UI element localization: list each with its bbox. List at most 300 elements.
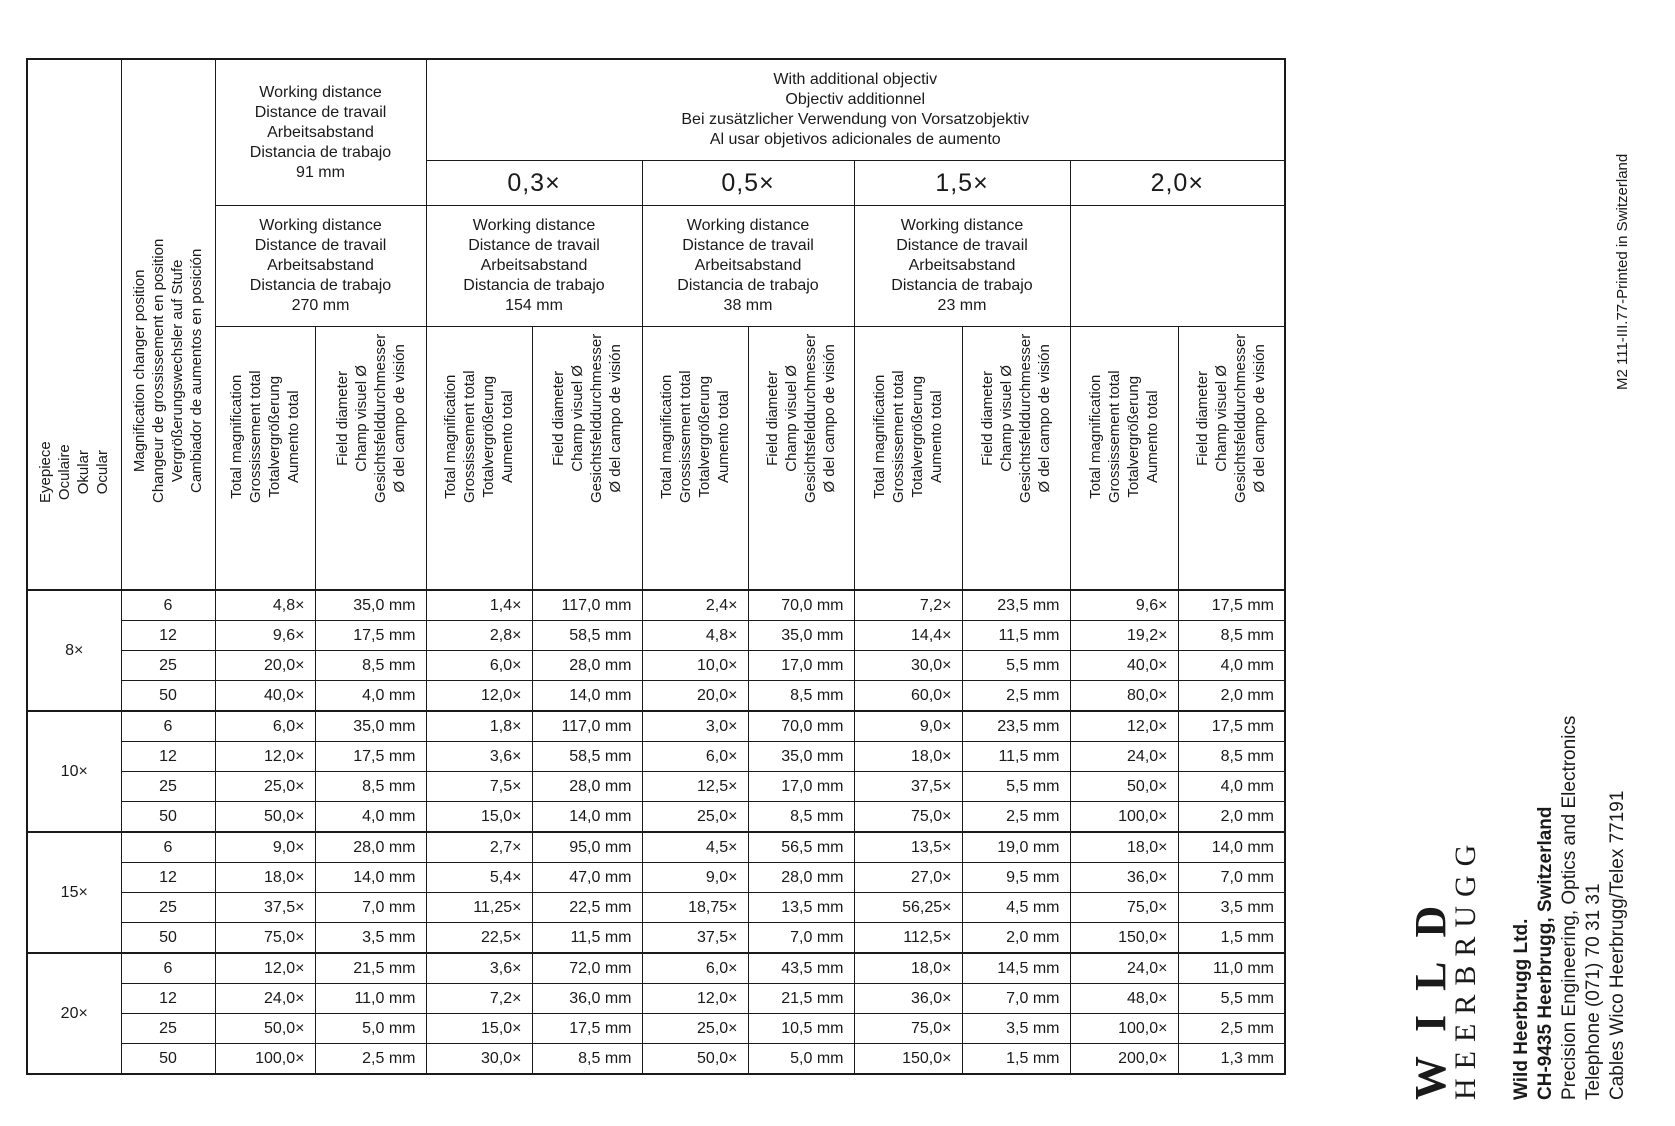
company-line-3: Cables Wico Heerbrugg/Telex 77191 <box>1607 790 1628 1100</box>
table-row <box>27 923 1285 954</box>
field-diameter-cell: 70,0 mm <box>748 590 854 621</box>
field-diameter-header-line-2: Champ visuel Ø <box>1213 365 1231 472</box>
working-distance-line-4: Distancia de trabajo <box>891 277 1033 294</box>
field-diameter-cell: 7,0 mm <box>748 923 854 954</box>
changer-position-cell: 12 <box>121 621 215 651</box>
objective-mag-header: 2,0× <box>1070 161 1285 206</box>
total-magnification-cell: 50,0× <box>215 802 315 833</box>
total-magnification-cell: 18,0× <box>854 742 962 772</box>
field-diameter-cell: 2,5 mm <box>315 1044 426 1075</box>
field-diameter-cell: 35,0 mm <box>315 711 426 742</box>
total-magnification-cell: 18,0× <box>1070 832 1178 863</box>
table-row <box>27 893 1285 923</box>
total-magnification-cell: 9,0× <box>854 711 962 742</box>
working-distance-line-2: Distance de travail <box>468 237 600 254</box>
table-row <box>27 1044 1285 1075</box>
changer-header-line-4: Cambiador de aumentos en posición <box>188 248 205 493</box>
total-magnification-cell: 200,0× <box>1070 1044 1178 1075</box>
total-magnification-cell: 7,5× <box>426 772 532 802</box>
table-row <box>27 711 1285 742</box>
field-diameter-cell: 1,3 mm <box>1178 1044 1285 1075</box>
changer-position-cell: 50 <box>121 802 215 833</box>
total-magnification-header <box>854 327 962 591</box>
field-diameter-header-text <box>1193 334 1269 503</box>
total-magnification-cell: 150,0× <box>1070 923 1178 954</box>
field-diameter-cell: 1,5 mm <box>1178 923 1285 954</box>
field-diameter-cell: 17,0 mm <box>748 651 854 681</box>
additional-objective-line-3: Bei zusätzlicher Verwendung von Vorsatzobjektiv <box>681 111 1030 128</box>
changer-position-cell: 50 <box>121 1044 215 1075</box>
table-row <box>27 742 1285 772</box>
field-diameter-cell: 8,5 mm <box>532 1044 642 1075</box>
working-distance-line-3: Arbeitsabstand <box>267 257 374 274</box>
total-magnification-cell: 12,0× <box>215 953 315 984</box>
working-distance-line-5: 270 mm <box>291 297 350 314</box>
working-distance-line-4: Distancia de trabajo <box>249 143 392 161</box>
total-magnification-header <box>215 327 315 591</box>
total-magnification-cell: 36,0× <box>854 984 962 1014</box>
field-diameter-header-text <box>763 334 839 503</box>
total-magnification-cell: 4,5× <box>642 832 748 863</box>
table-row <box>27 590 1285 621</box>
field-diameter-header-text <box>333 334 409 503</box>
total-magnification-cell: 7,2× <box>854 590 962 621</box>
field-diameter-cell: 95,0 mm <box>532 832 642 863</box>
field-diameter-header-line-3: Gesichtsfelddurchmesser <box>802 333 819 503</box>
field-diameter-cell: 7,0 mm <box>962 984 1070 1014</box>
field-diameter-cell: 8,5 mm <box>315 772 426 802</box>
changer-position-cell: 12 <box>121 742 215 772</box>
logo-wordmark <box>1406 700 1455 1100</box>
working-distance-line-4: Distancia de trabajo <box>249 277 392 294</box>
working-distance-line-1: Working distance <box>472 217 596 234</box>
changer-header-line-3: Vergrößerungswechsler auf Stufe <box>169 259 186 483</box>
total-magnification-header-line-4: Aumento total <box>285 390 302 484</box>
field-diameter-cell: 17,5 mm <box>1178 590 1285 621</box>
field-diameter-cell: 17,5 mm <box>315 621 426 651</box>
table-row <box>27 802 1285 833</box>
wild-heerbrugg-logo <box>1406 700 1482 1100</box>
field-diameter-cell: 56,5 mm <box>748 832 854 863</box>
total-magnification-cell: 48,0× <box>1070 984 1178 1014</box>
total-magnification-cell: 25,0× <box>642 1014 748 1044</box>
field-diameter-cell: 43,5 mm <box>748 953 854 984</box>
total-magnification-cell: 12,0× <box>426 681 532 712</box>
total-magnification-cell: 2,7× <box>426 832 532 863</box>
field-diameter-cell: 5,0 mm <box>315 1014 426 1044</box>
total-magnification-cell: 24,0× <box>1070 742 1178 772</box>
total-magnification-header <box>1070 327 1178 591</box>
total-magnification-cell: 3,6× <box>426 953 532 984</box>
total-magnification-header-line-3: Totalvergrößerung <box>1125 375 1142 498</box>
eyepiece-header-line-2: Oculaire <box>56 444 74 501</box>
additional-objective-line-2: Objectiv additionnel <box>785 91 926 108</box>
field-diameter-cell: 58,5 mm <box>532 742 642 772</box>
field-diameter-cell: 8,5 mm <box>748 802 854 833</box>
eyepiece-header-text <box>36 441 112 503</box>
changer-position-cell: 6 <box>121 711 215 742</box>
total-magnification-cell: 3,0× <box>642 711 748 742</box>
working-distance-line-2: Distance de travail <box>682 237 814 254</box>
total-magnification-header-line-1: Total magnification <box>658 374 675 499</box>
base-working-distance-header <box>215 59 426 206</box>
total-magnification-header-text <box>1086 370 1162 503</box>
field-diameter-cell: 8,5 mm <box>1178 742 1285 772</box>
logo-subtitle: HEERBRUGG <box>1449 835 1482 1100</box>
field-diameter-header-line-1: Field diameter <box>1194 370 1212 466</box>
magnification-table <box>26 58 1286 1075</box>
field-diameter-cell: 22,5 mm <box>532 893 642 923</box>
total-magnification-cell: 18,75× <box>642 893 748 923</box>
total-magnification-cell: 22,5× <box>426 923 532 954</box>
field-diameter-cell: 17,5 mm <box>532 1014 642 1044</box>
additional-objective-line-1: With additional objectiv <box>773 71 938 88</box>
total-magnification-cell: 50,0× <box>1070 772 1178 802</box>
total-magnification-header-line-2: Grossissement total <box>461 370 478 503</box>
field-diameter-cell: 35,0 mm <box>315 590 426 621</box>
total-magnification-cell: 4,8× <box>215 590 315 621</box>
total-magnification-cell: 2,8× <box>426 621 532 651</box>
total-magnification-cell: 24,0× <box>1070 953 1178 984</box>
changer-position-cell: 25 <box>121 1014 215 1044</box>
total-magnification-header-line-1: Total magnification <box>871 374 888 499</box>
field-diameter-cell: 36,0 mm <box>532 984 642 1014</box>
total-magnification-header-line-2: Grossissement total <box>890 370 907 503</box>
total-magnification-cell: 12,5× <box>642 772 748 802</box>
field-diameter-cell: 72,0 mm <box>532 953 642 984</box>
field-diameter-header-line-4: Ø del campo de visión <box>1251 344 1269 493</box>
field-diameter-cell: 3,5 mm <box>1178 893 1285 923</box>
working-distance-line-1: Working distance <box>259 217 382 234</box>
total-magnification-cell: 100,0× <box>215 1044 315 1075</box>
field-diameter-header-line-1: Field diameter <box>550 370 567 466</box>
logo-letter: I <box>1406 1004 1455 1032</box>
table-row <box>27 621 1285 651</box>
total-magnification-header-line-3: Totalvergrößerung <box>696 375 713 498</box>
table-row <box>27 984 1285 1014</box>
total-magnification-cell: 27,0× <box>854 863 962 893</box>
total-magnification-header-line-1: Total magnification <box>442 374 459 499</box>
field-diameter-header-line-3: Gesichtsfelddurchmesser <box>588 333 605 503</box>
total-magnification-header-text <box>441 370 517 503</box>
working-distance-line-3: Arbeitsabstand <box>908 257 1016 274</box>
field-diameter-cell: 8,5 mm <box>1178 621 1285 651</box>
total-magnification-cell: 25,0× <box>642 802 748 833</box>
company-name: Wild Heerbrugg Ltd. <box>1511 918 1532 1100</box>
field-diameter-cell: 5,5 mm <box>1178 984 1285 1014</box>
field-diameter-header-text <box>978 334 1054 503</box>
total-magnification-cell: 24,0× <box>215 984 315 1014</box>
total-magnification-cell: 40,0× <box>1070 651 1178 681</box>
field-diameter-cell: 8,5 mm <box>748 681 854 712</box>
field-diameter-cell: 3,5 mm <box>315 923 426 954</box>
total-magnification-cell: 12,0× <box>642 984 748 1014</box>
working-distance-line-3: Arbeitsabstand <box>480 257 588 274</box>
field-diameter-cell: 7,0 mm <box>315 893 426 923</box>
total-magnification-cell: 18,0× <box>215 863 315 893</box>
working-distance-line-2: Distance de travail <box>896 237 1028 254</box>
total-magnification-cell: 12,0× <box>1070 711 1178 742</box>
additional-objective-header <box>426 59 1285 161</box>
total-magnification-header-text <box>227 370 303 503</box>
total-magnification-cell: 6,0× <box>642 953 748 984</box>
total-magnification-cell: 56,25× <box>854 893 962 923</box>
total-magnification-cell: 75,0× <box>854 802 962 833</box>
working-distance-line-5: 91 mm <box>296 163 345 181</box>
total-magnification-header-text <box>657 370 733 503</box>
field-diameter-header-line-2: Champ visuel Ø <box>783 365 800 472</box>
total-magnification-header-line-2: Grossissement total <box>247 370 264 503</box>
logo-letter: L <box>1406 951 1455 991</box>
changer-header-line-1: Magnification changer position <box>131 269 148 473</box>
total-magnification-header-line-4: Aumento total <box>928 390 945 484</box>
total-magnification-cell: 50,0× <box>642 1044 748 1075</box>
changer-header <box>121 59 215 590</box>
company-line-1: Precision Engineering, Optics and Electronics <box>1559 715 1580 1100</box>
changer-position-cell: 25 <box>121 893 215 923</box>
field-diameter-cell: 28,0 mm <box>532 651 642 681</box>
total-magnification-header-line-3: Totalvergrößerung <box>266 375 283 498</box>
field-diameter-cell: 2,5 mm <box>962 681 1070 712</box>
field-diameter-cell: 1,5 mm <box>962 1044 1070 1075</box>
total-magnification-header-line-1: Total magnification <box>228 374 245 499</box>
total-magnification-cell: 150,0× <box>854 1044 962 1075</box>
field-diameter-cell: 14,5 mm <box>962 953 1070 984</box>
field-diameter-cell: 21,5 mm <box>748 984 854 1014</box>
field-diameter-cell: 117,0 mm <box>532 590 642 621</box>
total-magnification-cell: 6,0× <box>642 742 748 772</box>
field-diameter-cell: 13,5 mm <box>748 893 854 923</box>
field-diameter-cell: 5,5 mm <box>962 651 1070 681</box>
total-magnification-cell: 18,0× <box>854 953 962 984</box>
total-magnification-cell: 36,0× <box>1070 863 1178 893</box>
field-diameter-header-line-4: Ø del campo de visión <box>1036 344 1053 493</box>
field-diameter-cell: 14,0 mm <box>315 863 426 893</box>
table-row <box>27 651 1285 681</box>
total-magnification-cell: 37,5× <box>642 923 748 954</box>
field-diameter-header-line-1: Field diameter <box>333 370 351 466</box>
field-diameter-cell: 14,0 mm <box>532 681 642 712</box>
changer-position-cell: 50 <box>121 681 215 712</box>
field-diameter-header-line-2: Champ visuel Ø <box>998 365 1015 472</box>
total-magnification-cell: 5,4× <box>426 863 532 893</box>
field-diameter-cell: 117,0 mm <box>532 711 642 742</box>
total-magnification-cell: 9,6× <box>215 621 315 651</box>
field-diameter-cell: 4,0 mm <box>315 681 426 712</box>
field-diameter-header-line-4: Ø del campo de visión <box>821 344 838 493</box>
total-magnification-cell: 60,0× <box>854 681 962 712</box>
total-magnification-cell: 20,0× <box>215 651 315 681</box>
total-magnification-cell: 100,0× <box>1070 802 1178 833</box>
field-diameter-cell: 58,5 mm <box>532 621 642 651</box>
eyepiece-header-line-4: Ocular <box>94 450 112 495</box>
field-diameter-cell: 70,0 mm <box>748 711 854 742</box>
field-diameter-cell: 4,0 mm <box>1178 651 1285 681</box>
field-diameter-cell: 4,0 mm <box>1178 772 1285 802</box>
changer-position-cell: 50 <box>121 923 215 954</box>
table-row <box>27 1014 1285 1044</box>
print-code: M2 111-III.77-Printed in Switzerland <box>1614 153 1631 390</box>
total-magnification-cell: 37,5× <box>854 772 962 802</box>
field-diameter-header <box>1178 327 1285 591</box>
field-diameter-header-line-4: Ø del campo de visión <box>607 344 624 493</box>
field-diameter-header-line-4: Ø del campo de visión <box>390 344 408 493</box>
total-magnification-cell: 19,2× <box>1070 621 1178 651</box>
working-distance-line-3: Arbeitsabstand <box>694 257 802 274</box>
field-diameter-cell: 14,0 mm <box>532 802 642 833</box>
changer-position-cell: 6 <box>121 590 215 621</box>
total-magnification-cell: 30,0× <box>426 1044 532 1075</box>
field-diameter-cell: 2,5 mm <box>962 802 1070 833</box>
total-magnification-cell: 80,0× <box>1070 681 1178 712</box>
total-magnification-cell: 75,0× <box>854 1014 962 1044</box>
field-diameter-header-line-3: Gesichtsfelddurchmesser <box>371 333 389 503</box>
field-diameter-cell: 4,0 mm <box>315 802 426 833</box>
working-distance-line-4: Distancia de trabajo <box>677 277 819 294</box>
total-magnification-header-line-4: Aumento total <box>1144 390 1161 484</box>
field-diameter-cell: 11,0 mm <box>1178 953 1285 984</box>
objective-working-distance-header <box>642 206 854 327</box>
field-diameter-header <box>315 327 426 591</box>
eyepiece-header-line-3: Okular <box>75 450 93 495</box>
field-diameter-cell: 11,0 mm <box>315 984 426 1014</box>
field-diameter-header <box>532 327 642 591</box>
field-diameter-header-line-1: Field diameter <box>979 370 996 466</box>
changer-position-cell: 25 <box>121 772 215 802</box>
logo-letter: D <box>1406 895 1455 938</box>
total-magnification-header-line-2: Grossissement total <box>1106 370 1123 503</box>
total-magnification-header <box>426 327 532 591</box>
total-magnification-cell: 1,8× <box>426 711 532 742</box>
working-distance-line-2: Distance de travail <box>254 237 387 254</box>
field-diameter-cell: 3,5 mm <box>962 1014 1070 1044</box>
field-diameter-cell: 5,0 mm <box>748 1044 854 1075</box>
working-distance-line-2: Distance de travail <box>254 103 387 121</box>
company-line-2: Telephone (071) 70 31 31 <box>1583 883 1604 1100</box>
changer-header-text <box>130 239 206 503</box>
field-diameter-cell: 28,0 mm <box>315 832 426 863</box>
total-magnification-cell: 37,5× <box>215 893 315 923</box>
additional-objective-line-4: Al usar objetivos adicionales de aumento <box>709 131 1001 148</box>
objective-mag-header: 0,3× <box>426 161 642 206</box>
field-diameter-cell: 2,0 mm <box>1178 802 1285 833</box>
total-magnification-cell: 112,5× <box>854 923 962 954</box>
eyepiece-header-line-1: Eyepiece <box>37 441 55 503</box>
total-magnification-cell: 13,5× <box>854 832 962 863</box>
total-magnification-cell: 20,0× <box>642 681 748 712</box>
changer-position-cell: 12 <box>121 863 215 893</box>
total-magnification-cell: 9,6× <box>1070 590 1178 621</box>
field-diameter-cell: 21,5 mm <box>315 953 426 984</box>
total-magnification-cell: 15,0× <box>426 802 532 833</box>
total-magnification-cell: 40,0× <box>215 681 315 712</box>
total-magnification-cell: 9,0× <box>215 832 315 863</box>
table-row <box>27 863 1285 893</box>
field-diameter-cell: 35,0 mm <box>748 621 854 651</box>
objective-mag-header: 0,5× <box>642 161 854 206</box>
field-diameter-header <box>748 327 854 591</box>
working-distance-line-1: Working distance <box>900 217 1024 234</box>
eyepiece-cell: 20× <box>27 953 121 1074</box>
total-magnification-cell: 15,0× <box>426 1014 532 1044</box>
field-diameter-cell: 17,5 mm <box>1178 711 1285 742</box>
total-magnification-header-line-4: Aumento total <box>715 390 732 484</box>
total-magnification-header-line-3: Totalvergrößerung <box>909 375 926 498</box>
total-magnification-cell: 2,4× <box>642 590 748 621</box>
total-magnification-cell: 75,0× <box>215 923 315 954</box>
total-magnification-header-line-2: Grossissement total <box>677 370 694 503</box>
field-diameter-cell: 7,0 mm <box>1178 863 1285 893</box>
field-diameter-cell: 2,0 mm <box>1178 681 1285 712</box>
eyepiece-cell: 15× <box>27 832 121 953</box>
field-diameter-header-line-3: Gesichtsfelddurchmesser <box>1232 333 1250 503</box>
field-diameter-cell: 11,5 mm <box>962 621 1070 651</box>
total-magnification-header-line-4: Aumento total <box>499 390 516 484</box>
company-info <box>1510 580 1630 1100</box>
company-address: CH-9435 Heerbrugg, Switzerland <box>1535 806 1556 1100</box>
field-diameter-cell: 14,0 mm <box>1178 832 1285 863</box>
field-diameter-cell: 5,5 mm <box>962 772 1070 802</box>
total-magnification-header-line-1: Total magnification <box>1087 374 1104 499</box>
field-diameter-cell: 17,5 mm <box>315 742 426 772</box>
working-distance-line-1: Working distance <box>259 83 382 101</box>
working-distance-line-5: 154 mm <box>505 297 563 314</box>
total-magnification-cell: 6,0× <box>426 651 532 681</box>
table-row <box>27 832 1285 863</box>
table-row <box>27 772 1285 802</box>
field-diameter-cell: 10,5 mm <box>748 1014 854 1044</box>
working-distance-line-1: Working distance <box>686 217 810 234</box>
working-distance-line-5: 38 mm <box>723 297 773 314</box>
field-diameter-header-line-2: Champ visuel Ø <box>352 365 370 472</box>
total-magnification-cell: 50,0× <box>215 1014 315 1044</box>
field-diameter-header <box>962 327 1070 591</box>
field-diameter-cell: 17,0 mm <box>748 772 854 802</box>
field-diameter-cell: 9,5 mm <box>962 863 1070 893</box>
field-diameter-cell: 2,0 mm <box>962 923 1070 954</box>
total-magnification-cell: 1,4× <box>426 590 532 621</box>
total-magnification-cell: 30,0× <box>854 651 962 681</box>
table-row <box>27 953 1285 984</box>
field-diameter-cell: 19,0 mm <box>962 832 1070 863</box>
objective-working-distance-header <box>426 206 642 327</box>
total-magnification-cell: 11,25× <box>426 893 532 923</box>
field-diameter-header-line-3: Gesichtsfelddurchmesser <box>1017 333 1034 503</box>
working-distance-line-4: Distancia de trabajo <box>463 277 605 294</box>
field-diameter-cell: 28,0 mm <box>532 772 642 802</box>
field-diameter-cell: 28,0 mm <box>748 863 854 893</box>
changer-position-cell: 25 <box>121 651 215 681</box>
field-diameter-cell: 2,5 mm <box>1178 1014 1285 1044</box>
field-diameter-header-line-1: Field diameter <box>764 370 781 466</box>
field-diameter-header-text <box>549 334 625 503</box>
working-distance-line-5: 23 mm <box>937 297 987 314</box>
total-magnification-cell: 6,0× <box>215 711 315 742</box>
objective-mag-header: 1,5× <box>854 161 1070 206</box>
total-magnification-cell: 3,6× <box>426 742 532 772</box>
total-magnification-cell: 10,0× <box>642 651 748 681</box>
changer-header-line-2: Changeur de grossissement en position <box>150 238 167 503</box>
field-diameter-header-line-2: Champ visuel Ø <box>569 365 586 472</box>
changer-position-cell: 6 <box>121 953 215 984</box>
total-magnification-cell: 75,0× <box>1070 893 1178 923</box>
total-magnification-cell: 4,8× <box>642 621 748 651</box>
total-magnification-cell: 9,0× <box>642 863 748 893</box>
objective-working-distance-header <box>215 206 426 327</box>
total-magnification-header-line-3: Totalvergrößerung <box>480 375 497 498</box>
total-magnification-cell: 12,0× <box>215 742 315 772</box>
field-diameter-cell: 35,0 mm <box>748 742 854 772</box>
